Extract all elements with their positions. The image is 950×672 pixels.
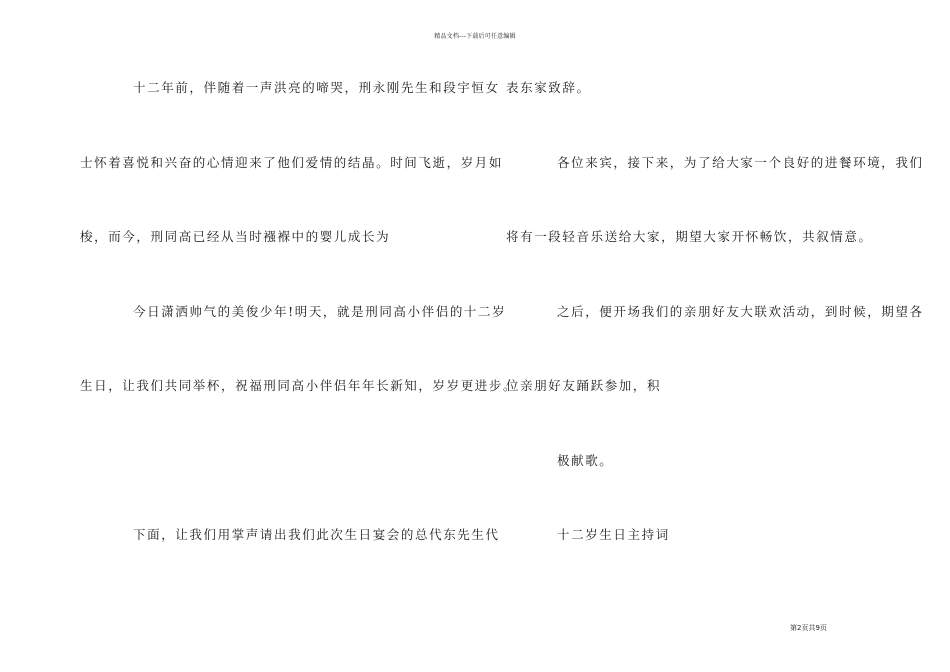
left-line-3: 梭，而今，刑同高已经从当时襁褓中的婴儿成长为 bbox=[80, 229, 391, 244]
right-line-6: 极献歌。 bbox=[557, 453, 614, 468]
right-line-3: 将有一段轻音乐送给大家，期望大家开怀畅饮，共叙情意。 bbox=[506, 229, 873, 244]
right-line-5: 位亲朋好友踊跃参加，积 bbox=[506, 378, 662, 393]
left-line-1: 十二年前，伴随着一声洪亮的啼哭，刑永刚先生和段宇恒女 bbox=[133, 80, 500, 95]
page-number: 第2页共9页 bbox=[790, 624, 827, 632]
right-line-4: 之后，便开场我们的亲朋好友大联欢活动，到时候，期望各 bbox=[557, 304, 924, 319]
section-title: 十二岁生日主持词 bbox=[557, 527, 670, 542]
document-header-watermark: 精品文档---下载后可任意编辑 bbox=[434, 33, 516, 40]
right-line-1: 表东家致辞。 bbox=[506, 80, 591, 95]
left-line-4: 今日潇洒帅气的美俊少年!明天，就是刑同高小伴侣的十二岁 bbox=[133, 304, 507, 319]
right-line-2: 各位来宾，接下来，为了给大家一个良好的进餐环境，我们 bbox=[557, 155, 924, 170]
left-line-5: 生日，让我们共同举杯，祝福刑同高小伴侣年年长新知，岁岁更进步。 bbox=[80, 378, 518, 393]
left-line-6: 下面，让我们用掌声请出我们此次生日宴会的总代东先生代 bbox=[133, 527, 500, 542]
left-line-2: 士怀着喜悦和兴奋的心情迎来了他们爱情的结晶。时间飞逝，岁月如 bbox=[80, 155, 504, 170]
